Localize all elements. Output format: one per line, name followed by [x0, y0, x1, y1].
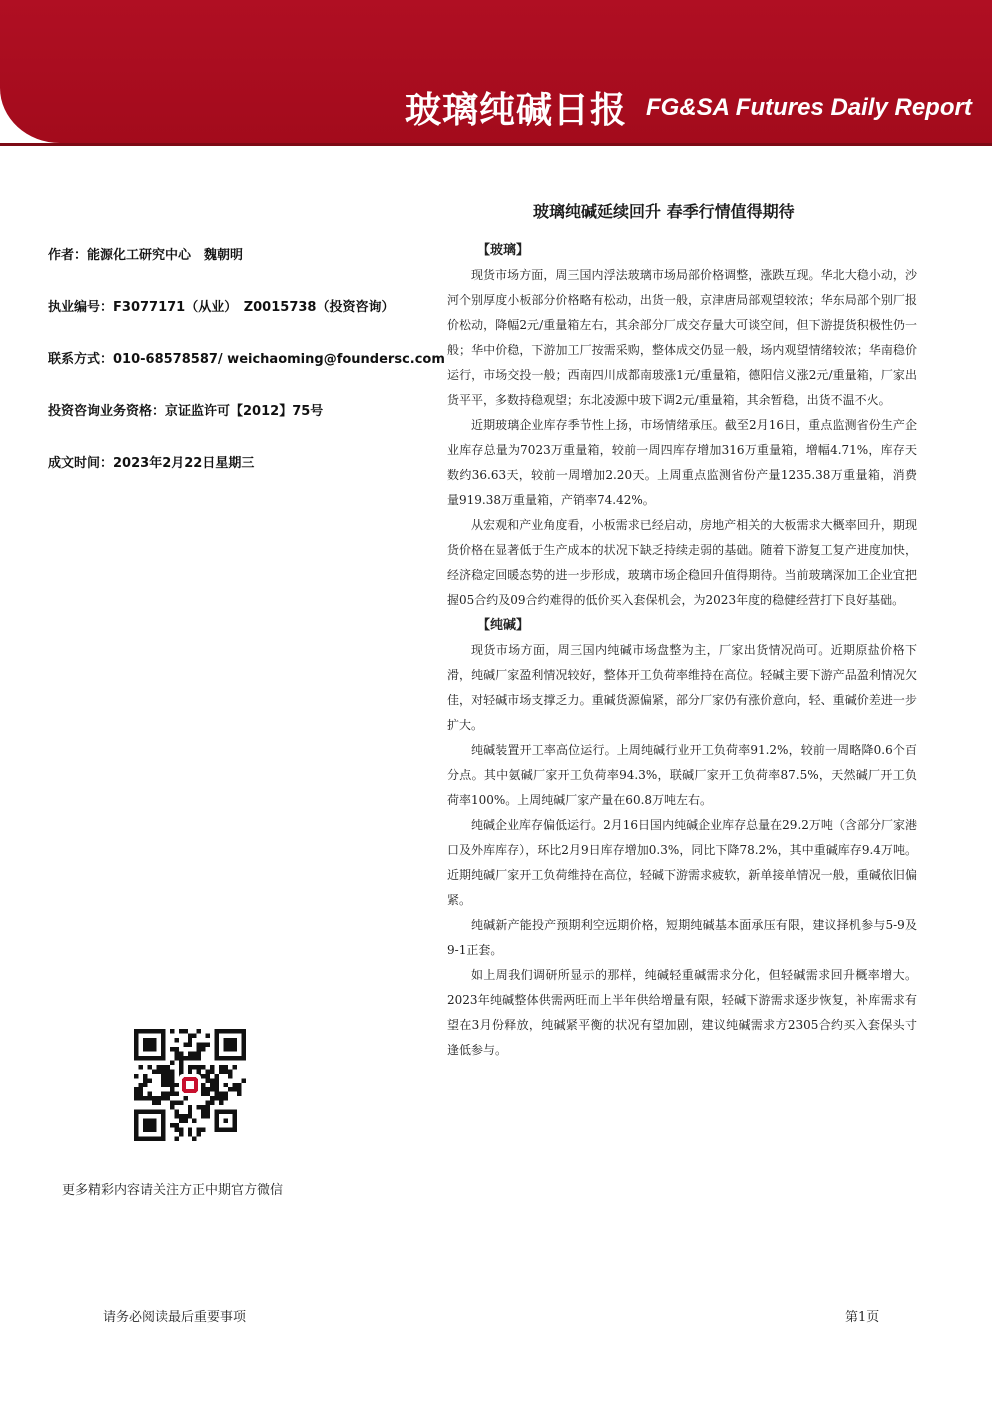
- meta-contact: [48, 348, 445, 367]
- paragraph: 现货市场方面，周三国内纯碱市场盘整为主，厂家出货情况尚可。近期原盐价格下滑，纯碱厂家盈利情况较好，整体开工负荷率维持在高位。轻碱主要下游产品盈利情况欠佳，对轻碱市场支撑乏力。重碱货源偏紧，部分厂家仍有涨价意向，轻、重碱价差进一步扩大。: [447, 643, 917, 732]
- paragraph: 从宏观和产业角度看，小板需求已经启动，房地产相关的大板需求大概率回升，期现货价格在显著低于生产成本的状况下缺乏持续走弱的基础。随着下游复工复产进度加快，经济稳定回暖态势的进一步形成，玻璃市场企稳回升值得期待。当前玻璃深加工企业宜把握05合约及09合约难得的低价买入套保机会，为2023年度的稳健经营打下良好基础。: [447, 518, 917, 607]
- paragraph: 纯碱新产能投产预期利空远期价格，短期纯碱基本面承压有限，建议择机参与5-9及9-1正套。: [447, 918, 917, 957]
- meta-author: [48, 244, 243, 263]
- page-number: 第1页: [845, 1310, 880, 1325]
- qr-caption: 更多精彩内容请关注方正中期官方微信: [62, 1183, 284, 1198]
- report-title-en: FG&SA Futures Daily Report: [646, 94, 972, 121]
- meta-label: 投资咨询业务资格：: [48, 404, 166, 419]
- meta-value: 能源化工研究中心 魏朝明: [87, 248, 244, 263]
- paragraph: 纯碱装置开工率高位运行。上周纯碱行业开工负荷率91.2%，较前一周略降0.6个百分点。其中氨碱厂家开工负荷率94.3%，联碱厂家开工负荷率87.5%，天然碱厂开工负荷率100%。上周纯碱厂家产量在60.8万吨左右。: [447, 743, 917, 807]
- meta-date: [48, 452, 254, 471]
- section-heading-soda-ash: 【纯碱】: [477, 618, 530, 633]
- meta-qualification: [48, 400, 323, 419]
- meta-label: 成文时间：: [48, 456, 114, 471]
- meta-label: 执业编号：: [48, 300, 114, 315]
- meta-value: 010-68578587/ weichaoming@foundersc.com: [113, 352, 445, 367]
- meta-value: F3077171（从业） Z0015738（投资咨询）: [113, 300, 395, 315]
- meta-label: 作者：: [48, 248, 88, 263]
- paragraph: 如上周我们调研所显示的那样，纯碱轻重碱需求分化，但轻碱需求回升概率增大。2023年纯碱整体供需两旺而上半年供给增量有限，轻碱下游需求逐步恢复，补库需求有望在3月份释放，纯碱紧平衡的状况有望加剧，建议纯碱需求方2305合约买入套保头寸逢低参与。: [447, 968, 917, 1057]
- report-title-cn: 玻璃纯碱日报: [405, 89, 628, 131]
- qr-code-icon: [134, 1029, 246, 1141]
- paragraph: 纯碱企业库存偏低运行。2月16日国内纯碱企业库存总量在29.2万吨（含部分厂家港口及外库库存），环比2月9日库存增加0.3%，同比下降78.2%，其中重碱库存9.4万吨。近期纯碱厂家开工负荷维持在高位，轻碱下游需求疲软，新单接单情况一般，重碱依旧偏紧。: [447, 818, 917, 907]
- meta-license: [48, 296, 394, 315]
- meta-label: 联系方式：: [48, 352, 114, 367]
- header-rule: [0, 143, 992, 146]
- meta-value: 京证监许可【2012】75号: [165, 404, 324, 419]
- paragraph: 现货市场方面，周三国内浮法玻璃市场局部价格调整，涨跌互现。华北大稳小动，沙河个别厚度小板部分价格略有松动，出货一般，京津唐局部观望较浓；华东局部个别厂报价松动，降幅2元/重量箱左右，其余部分厂成交存量大可谈空间，但下游提货积极性仍一般；华中价稳，下游加工厂按需采购，整体成交仍显一般，场内观望情绪较浓；华南稳价运行，市场交投一般；西南四川成都南玻涨1元/重量箱，德阳信义涨2元/重量箱，厂家出货平平，多数持稳观望；东北凌源中玻下调2元/重量箱，其余暂稳，出货不温不火。: [447, 268, 917, 407]
- headline: 玻璃纯碱延续回升 春季行情值得期待: [533, 202, 795, 221]
- paragraph: 近期玻璃企业库存季节性上扬，市场情绪承压。截至2月16日，重点监测省份生产企业库存总量为7023万重量箱，较前一周四库存增加316万重量箱，增幅4.71%，库存天数约36.63天，较前一周增加2.20天。上周重点监测省份产量1235.38万重量箱，消费量919.38万重量箱，产销率74.42%。: [447, 418, 917, 507]
- report-body: [447, 238, 917, 1063]
- section-heading-glass: 【玻璃】: [477, 243, 530, 258]
- footer-notice: 请务必阅读最后重要事项: [103, 1310, 247, 1325]
- meta-value: 2023年2月22日星期三: [113, 456, 255, 471]
